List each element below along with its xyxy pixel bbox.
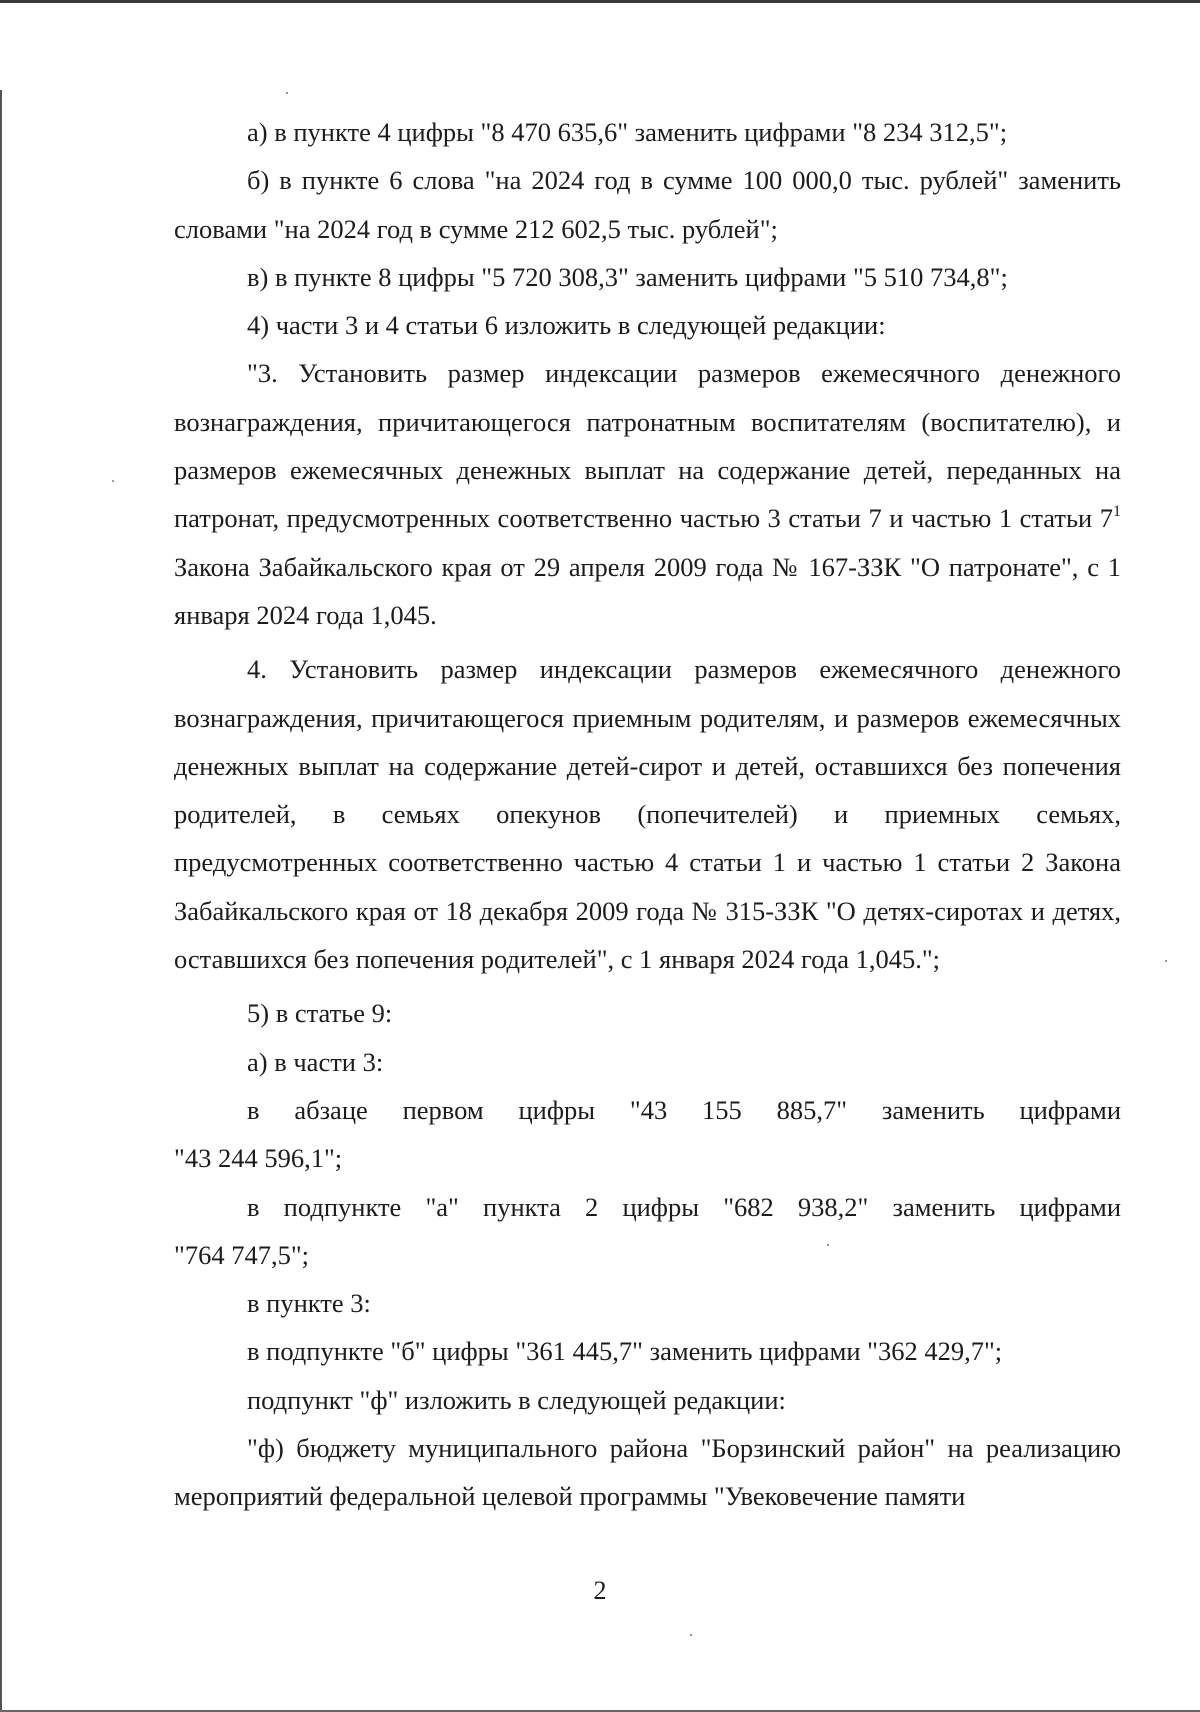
paragraph — [174, 349, 1121, 639]
paragraph: в подпункте "б" цифры "361 445,7" заменить цифрами "362 429,7"; — [247, 1336, 1003, 1367]
document-body — [174, 108, 1121, 1521]
scan-speck — [112, 480, 114, 482]
paragraph: 5) в статье 9: — [247, 998, 393, 1029]
paragraph: а) в части 3: — [247, 1046, 384, 1077]
paragraph: в абзаце первом цифры "43 155 885,7" заменить цифрами — [247, 1094, 1121, 1125]
scan-edge-top — [0, 0, 1200, 3]
page-number: 2 — [593, 1576, 607, 1605]
paragraph: в) в пункте 8 цифры "5 720 308,3" заменить цифрами "5 510 734,8"; — [247, 261, 1008, 292]
paragraph: "764 747,5"; — [174, 1239, 309, 1270]
paragraph: 4) части 3 и 4 статьи 6 изложить в следующей редакции: — [247, 310, 886, 341]
paragraph: "ф) бюджету муниципального района "Борзинский район" на реализацию мероприятий федеральной целевой программы "Увековечение памяти — [174, 1433, 1121, 1512]
superscript: 1 — [1113, 503, 1121, 521]
scan-edge-left — [0, 90, 2, 1712]
paragraph: а) в пункте 4 цифры "8 470 635,6" заменить цифрами "8 234 312,5"; — [247, 117, 1008, 147]
paragraph: подпункт "ф" изложить в следующей редакции: — [247, 1384, 786, 1415]
paragraph-text: "3. Установить размер индексации размеров ежемесячного денежного вознаграждения, причитающегося патронатным воспитателям (воспитателю), и размеров ежемесячных денежных выплат на содержание детей, переданных на патронат, предусмотренных соответственно частью 3 статьи 7 и частью 1 статьи 7 — [174, 358, 1121, 534]
paragraph: в подпункте "а" пункта 2 цифры "682 938,2" заменить цифрами — [247, 1191, 1121, 1222]
scan-speck — [690, 1634, 692, 1636]
paragraph-text: Закона Забайкальского края от 29 апреля 2009 года № 167-ЗЗК "О патронате", с 1 января 2024 года 1,045. — [174, 551, 1121, 630]
paragraph: в пункте 3: — [247, 1288, 371, 1319]
scan-speck — [286, 92, 288, 94]
paragraph: 4. Установить размер индексации размеров ежемесячного денежного вознаграждения, причитающегося приемным родителям, и размеров ежемесячных денежных выплат на содержание детей-сирот и детей, оставшихся без попечения родителей, в семьях опекунов (попечителей) и приемных семьях, предусмотренных соответственно частью 4 статьи 1 и частью 1 статьи 2 Закона Забайкальского края от 18 декабря 2009 года № 315-ЗЗК "О детях-сиротах и детях, оставшихся без попечения родителей", с 1 января 2024 года 1,045."; — [174, 654, 1121, 975]
paragraph: б) в пункте 6 слова "на 2024 год в сумме 100 000,0 тыс. рублей" заменить словами "на 2024 год в сумме 212 602,5 тыс. рублей"; — [174, 165, 1121, 244]
scan-speck — [1165, 960, 1167, 962]
paragraph: "43 244 596,1"; — [174, 1143, 343, 1174]
